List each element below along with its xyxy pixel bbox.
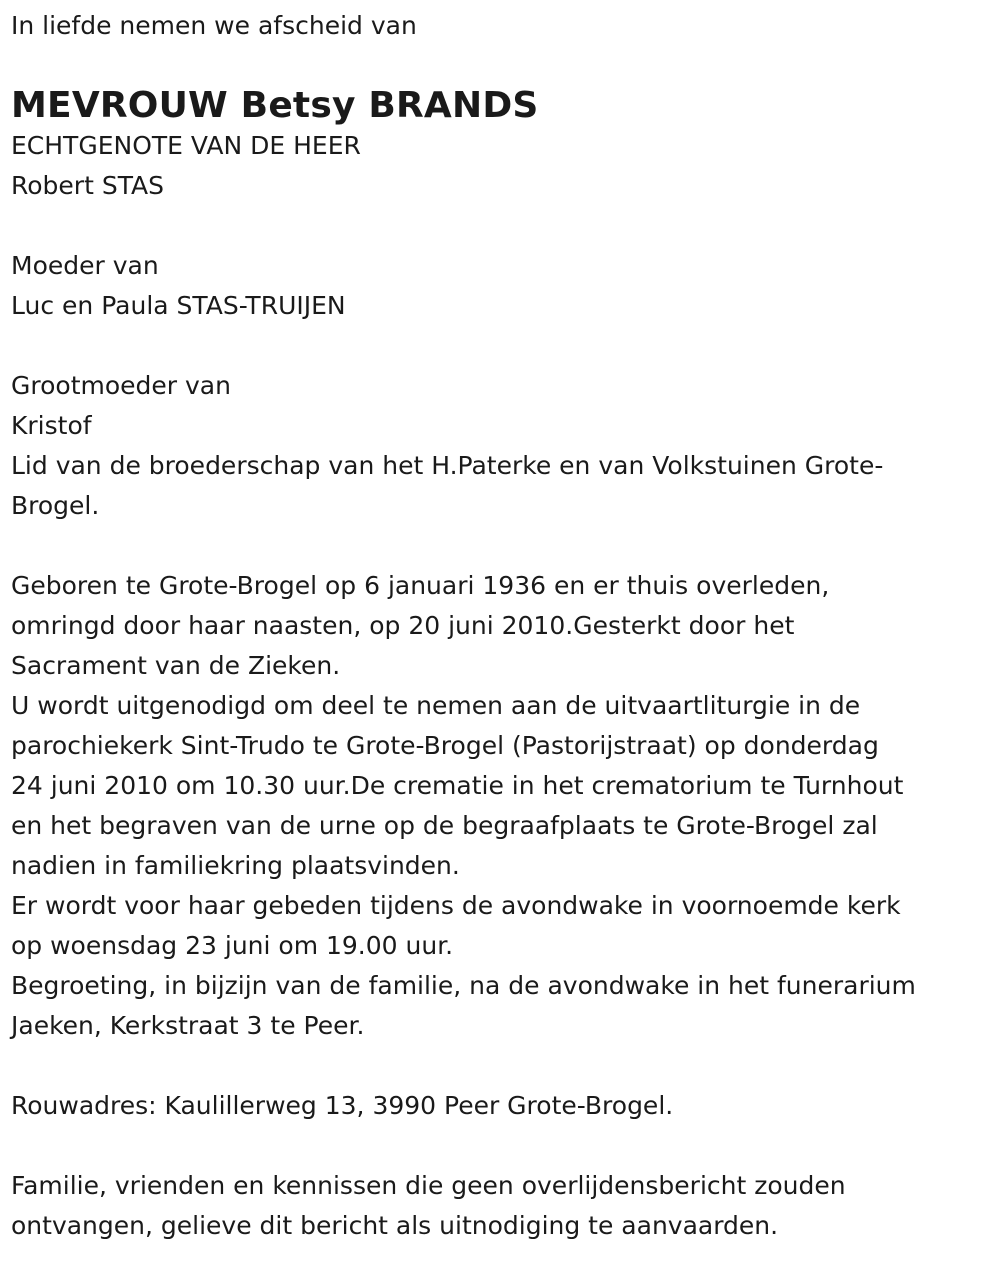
body-line: op woensdag 23 juni om 19.00 uur.: [11, 931, 454, 960]
spacer: [11, 326, 1000, 366]
body-line: Jaeken, Kerkstraat 3 te Peer.: [11, 1011, 365, 1040]
body-line: nadien in familiekring plaatsvinden.: [11, 851, 460, 880]
spacer: [11, 1126, 1000, 1166]
closing-text-cont: ontvangen, gelieve dit bericht als uitnodiging te aanvaarden.: [11, 1211, 779, 1240]
body-line: 24 juni 2010 om 10.30 uur.De crematie in het crematorium te Turnhout: [11, 771, 904, 800]
body-line: Sacrament van de Zieken.: [11, 651, 341, 680]
grandchild-name: Kristof: [11, 411, 92, 440]
spouse-title: ECHTGENOTE VAN DE HEER: [11, 131, 361, 160]
body-line: Begroeting, in bijzijn van de familie, na de avondwake in het funerarium: [11, 971, 916, 1000]
body-line: Er wordt voor haar gebeden tijdens de avondwake in voornoemde kerk: [11, 891, 901, 920]
mourning-address: Rouwadres: Kaulillerweg 13, 3990 Peer Grote-Brogel.: [11, 1091, 674, 1120]
intro-text: In liefde nemen we afscheid van: [11, 11, 417, 40]
body-line: en het begraven van de urne op de begraafplaats te Grote-Brogel zal: [11, 811, 878, 840]
children-names: Luc en Paula STAS-TRUIJEN: [11, 291, 346, 320]
spacer: [11, 1046, 1000, 1086]
body-line: omringd door haar naasten, op 20 juni 2010.Gesterkt door het: [11, 611, 795, 640]
membership-text: Lid van de broederschap van het H.Paterke en van Volkstuinen Grote-: [11, 451, 884, 480]
body-line: parochiekerk Sint-Trudo te Grote-Brogel (Pastorijstraat) op donderdag: [11, 731, 879, 760]
mother-of-label: Moeder van: [11, 251, 159, 280]
spouse-name: Robert STAS: [11, 171, 164, 200]
membership-text-cont: Brogel.: [11, 491, 100, 520]
body-line: Geboren te Grote-Brogel op 6 januari 1936 en er thuis overleden,: [11, 571, 830, 600]
spacer: [11, 206, 1000, 246]
body-line: U wordt uitgenodigd om deel te nemen aan de uitvaartliturgie in de: [11, 691, 861, 720]
deceased-name: MEVROUW Betsy BRANDS: [11, 85, 539, 126]
announcement-body: [11, 566, 1000, 1046]
spacer: [11, 526, 1000, 566]
closing-text: Familie, vrienden en kennissen die geen overlijdensbericht zouden: [11, 1171, 846, 1200]
grandmother-of-label: Grootmoeder van: [11, 371, 231, 400]
